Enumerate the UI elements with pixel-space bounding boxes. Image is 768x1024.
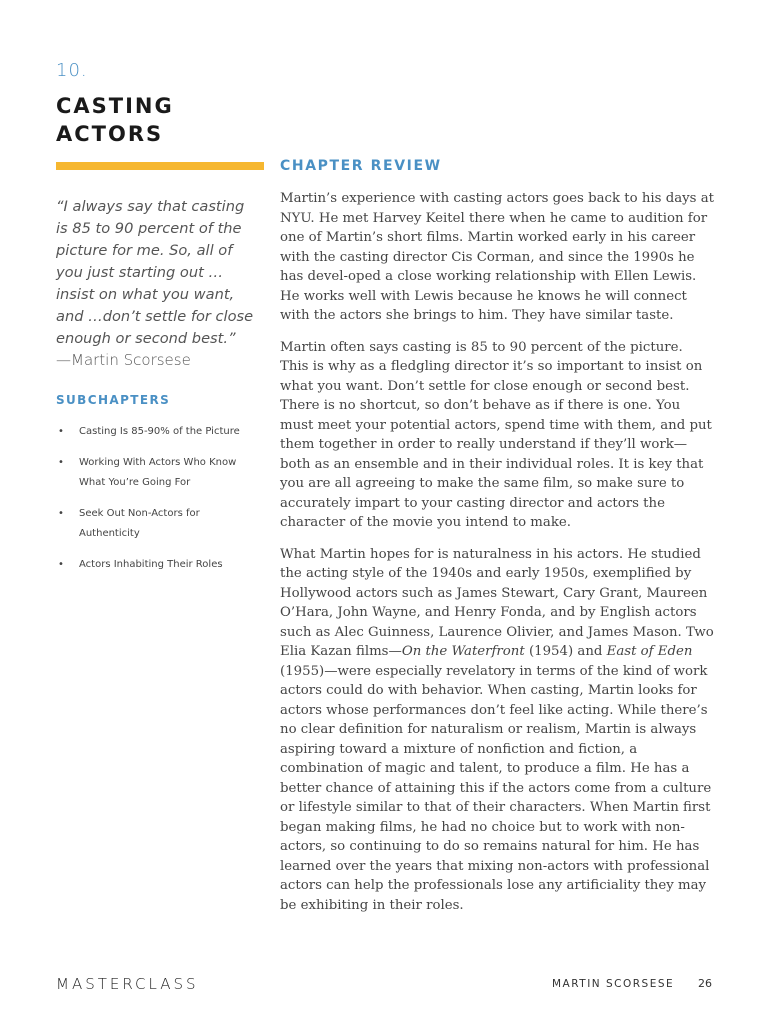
- section-heading: CHAPTER REVIEW: [280, 158, 442, 174]
- brand-logo: MASTERCLASS: [56, 975, 199, 993]
- subchapter-item[interactable]: [56, 422, 261, 442]
- subchapter-label: Actors Inhabiting Their Roles: [79, 559, 223, 570]
- paragraph-text: (1954) and: [524, 644, 607, 659]
- bullet-icon: •: [58, 559, 64, 570]
- bullet-icon: •: [58, 426, 64, 437]
- paragraph: Martin often says casting is 85 to 90 percent of the picture. This is why as a fledgling director it’s so important to insist on what you want. Don’t settle for close enough or second best. There is no shortcut, so don’t behave as if there is one. You must meet your potential actors, spend time with them, and put them together in order to really understand if they’ll work—both as an ensemble and in their individual roles. It is key that you are all agreeing to make the same film, so make sure to accurately impart to your casting director and actors the character of the movie you intend to make.: [280, 339, 712, 530]
- page-number: 26: [698, 977, 712, 990]
- bullet-icon: •: [58, 457, 64, 468]
- bullet-icon: •: [58, 508, 64, 519]
- film-title: East of Eden: [606, 644, 693, 659]
- subchapter-list: [56, 422, 261, 586]
- subchapter-item[interactable]: [56, 504, 261, 544]
- footer-author: MARTIN SCORSESE: [552, 978, 675, 990]
- subchapter-label: Seek Out Non-Actors for Authenticity: [79, 508, 200, 539]
- chapter-title: CASTING ACTORS: [56, 94, 174, 146]
- subchapter-item[interactable]: [56, 555, 261, 575]
- subchapter-item[interactable]: [56, 453, 261, 493]
- subchapter-label: Working With Actors Who Know What You’re Going For: [79, 457, 237, 488]
- paragraph-text: (1955)—were especially revelatory in terms of the kind of work actors could do with behavior. When casting, Martin looks for actors whose performances don’t feel like acting. While there’s no clear definition for naturalism or realism, Martin is always aspiring toward a mixture of nonfiction and fiction, a combination of magic and talent, to produce a film. He has a better chance of attaining this if the actors come from a culture or lifestyle similar to that of their characters. When Martin first began making films, he had no choice but to work with non-actors, so continuing to do so remains natural for him. He has learned over the years that mixing non-actors with professional actors can help the professionals lose any artificiality they may be exhibiting in their roles.: [280, 663, 712, 913]
- chapter-review-body: [280, 189, 714, 927]
- paragraph: Martin’s experience with casting actors goes back to his days at NYU. He met Harvey Keitel there when he came to audition for one of Martin’s short films. Martin worked early in his career with the casting director Cis Corman, and since the 1990s he has devel-oped a close working relationship with Ellen Lewis. He works well with Lewis because he knows he will connect with the actors she brings to him. They have similar taste.: [280, 191, 714, 323]
- paragraph: [280, 545, 714, 916]
- paragraph-text: What Martin hopes for is naturalness in his actors. He studied the acting style of the 1940s and early 1950s, exemplified by Hollywood actors such as James Stewart, Cary Grant, Maureen O’Hara, John Wayne, and Henry Fonda, and by English actors such as Alec Guinness, Laurence Olivier, and James Mason. Two Elia Kazan films—: [280, 546, 714, 659]
- accent-bar: [56, 162, 264, 170]
- chapter-number: 10.: [56, 60, 88, 81]
- subchapter-label: Casting Is 85-90% of the Picture: [79, 426, 240, 437]
- subchapters-heading: SUBCHAPTERS: [56, 393, 171, 407]
- quote-attribution: —Martin Scorsese: [56, 351, 191, 369]
- pull-quote: “I always say that casting is 85 to 90 percent of the picture for me. So, all of you just starting out … insist on what you want, and …don’t settle for close enough or second best.”: [56, 198, 254, 347]
- film-title: On the Waterfront: [401, 644, 525, 659]
